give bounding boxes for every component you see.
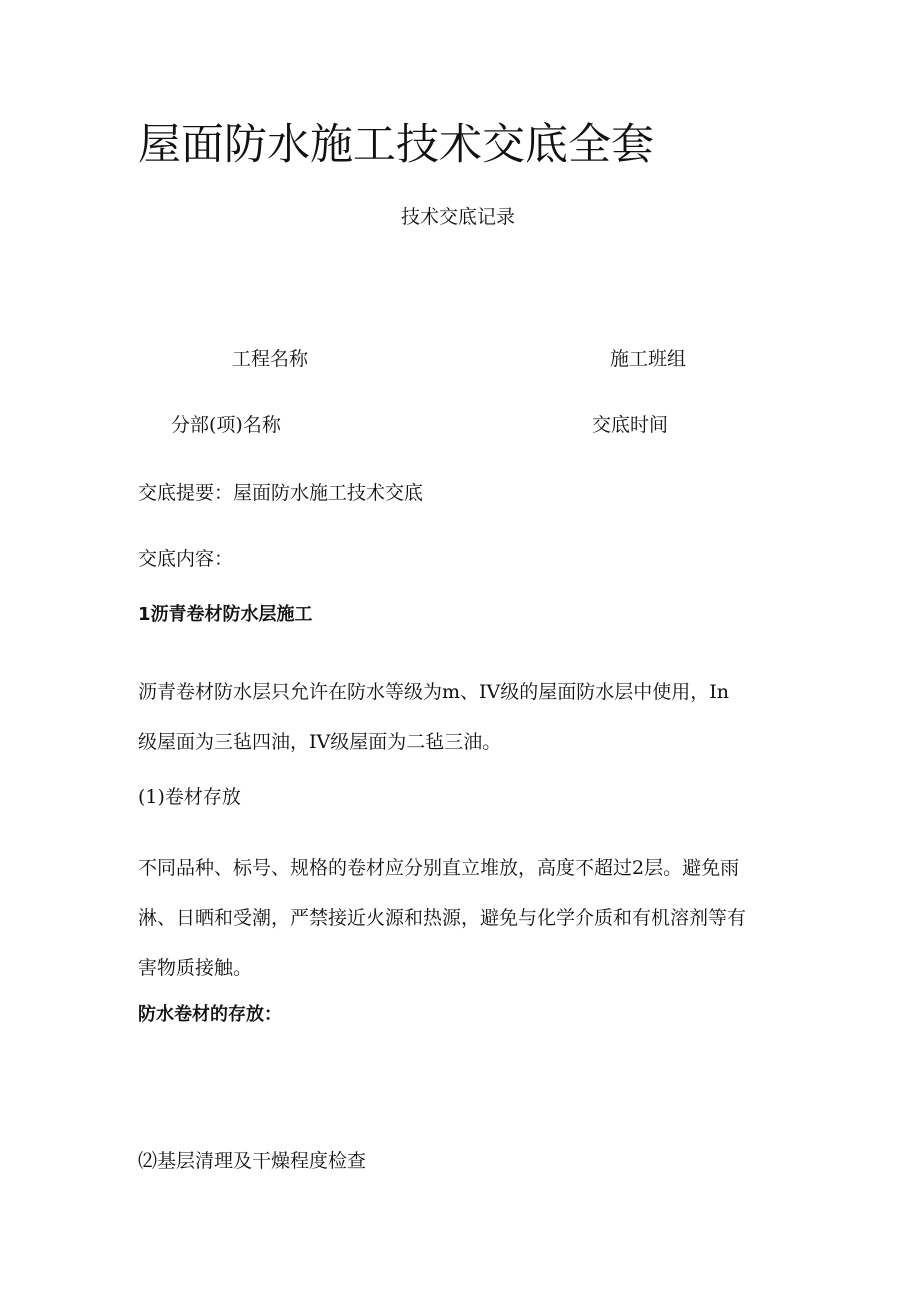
content-label: 交底内容： xyxy=(138,548,234,570)
sub1-para-line3: 害物质接触。 xyxy=(138,957,253,979)
sub1-heading: (1)卷材存放 xyxy=(138,786,241,808)
document-subtitle: 技术交底记录 xyxy=(401,206,516,228)
sub2-heading: ⑵基层清理及干燥程度检查 xyxy=(138,1150,367,1172)
section1-heading: 1沥青卷材防水层施工 xyxy=(138,604,313,625)
summary-line: 交底提要：屋面防水施工技术交底 xyxy=(138,482,424,504)
sub1-para-line1: 不同品种、标号、规格的卷材应分别直立堆放，高度不超过2层。避免雨 xyxy=(138,857,740,879)
section1-para-line2: 级屋面为三毡四油，IV级屋面为二毡三油。 xyxy=(138,731,502,753)
project-name-label: 工程名称 xyxy=(232,348,309,370)
document-title: 屋面防水施工技术交底全套 xyxy=(138,120,654,170)
storage-heading: 防水卷材的存放： xyxy=(138,1004,282,1025)
subproject-label: 分部(项)名称 xyxy=(171,414,281,436)
team-label: 施工班组 xyxy=(610,348,687,370)
time-label: 交底时间 xyxy=(592,414,669,436)
section1-para-line1: 沥青卷材防水层只允许在防水等级为m、IV级的屋面防水层中使用，In xyxy=(138,681,729,703)
sub1-para-line2: 淋、日晒和受潮，严禁接近火源和热源，避免与化学介质和有机溶剂等有 xyxy=(138,907,747,929)
